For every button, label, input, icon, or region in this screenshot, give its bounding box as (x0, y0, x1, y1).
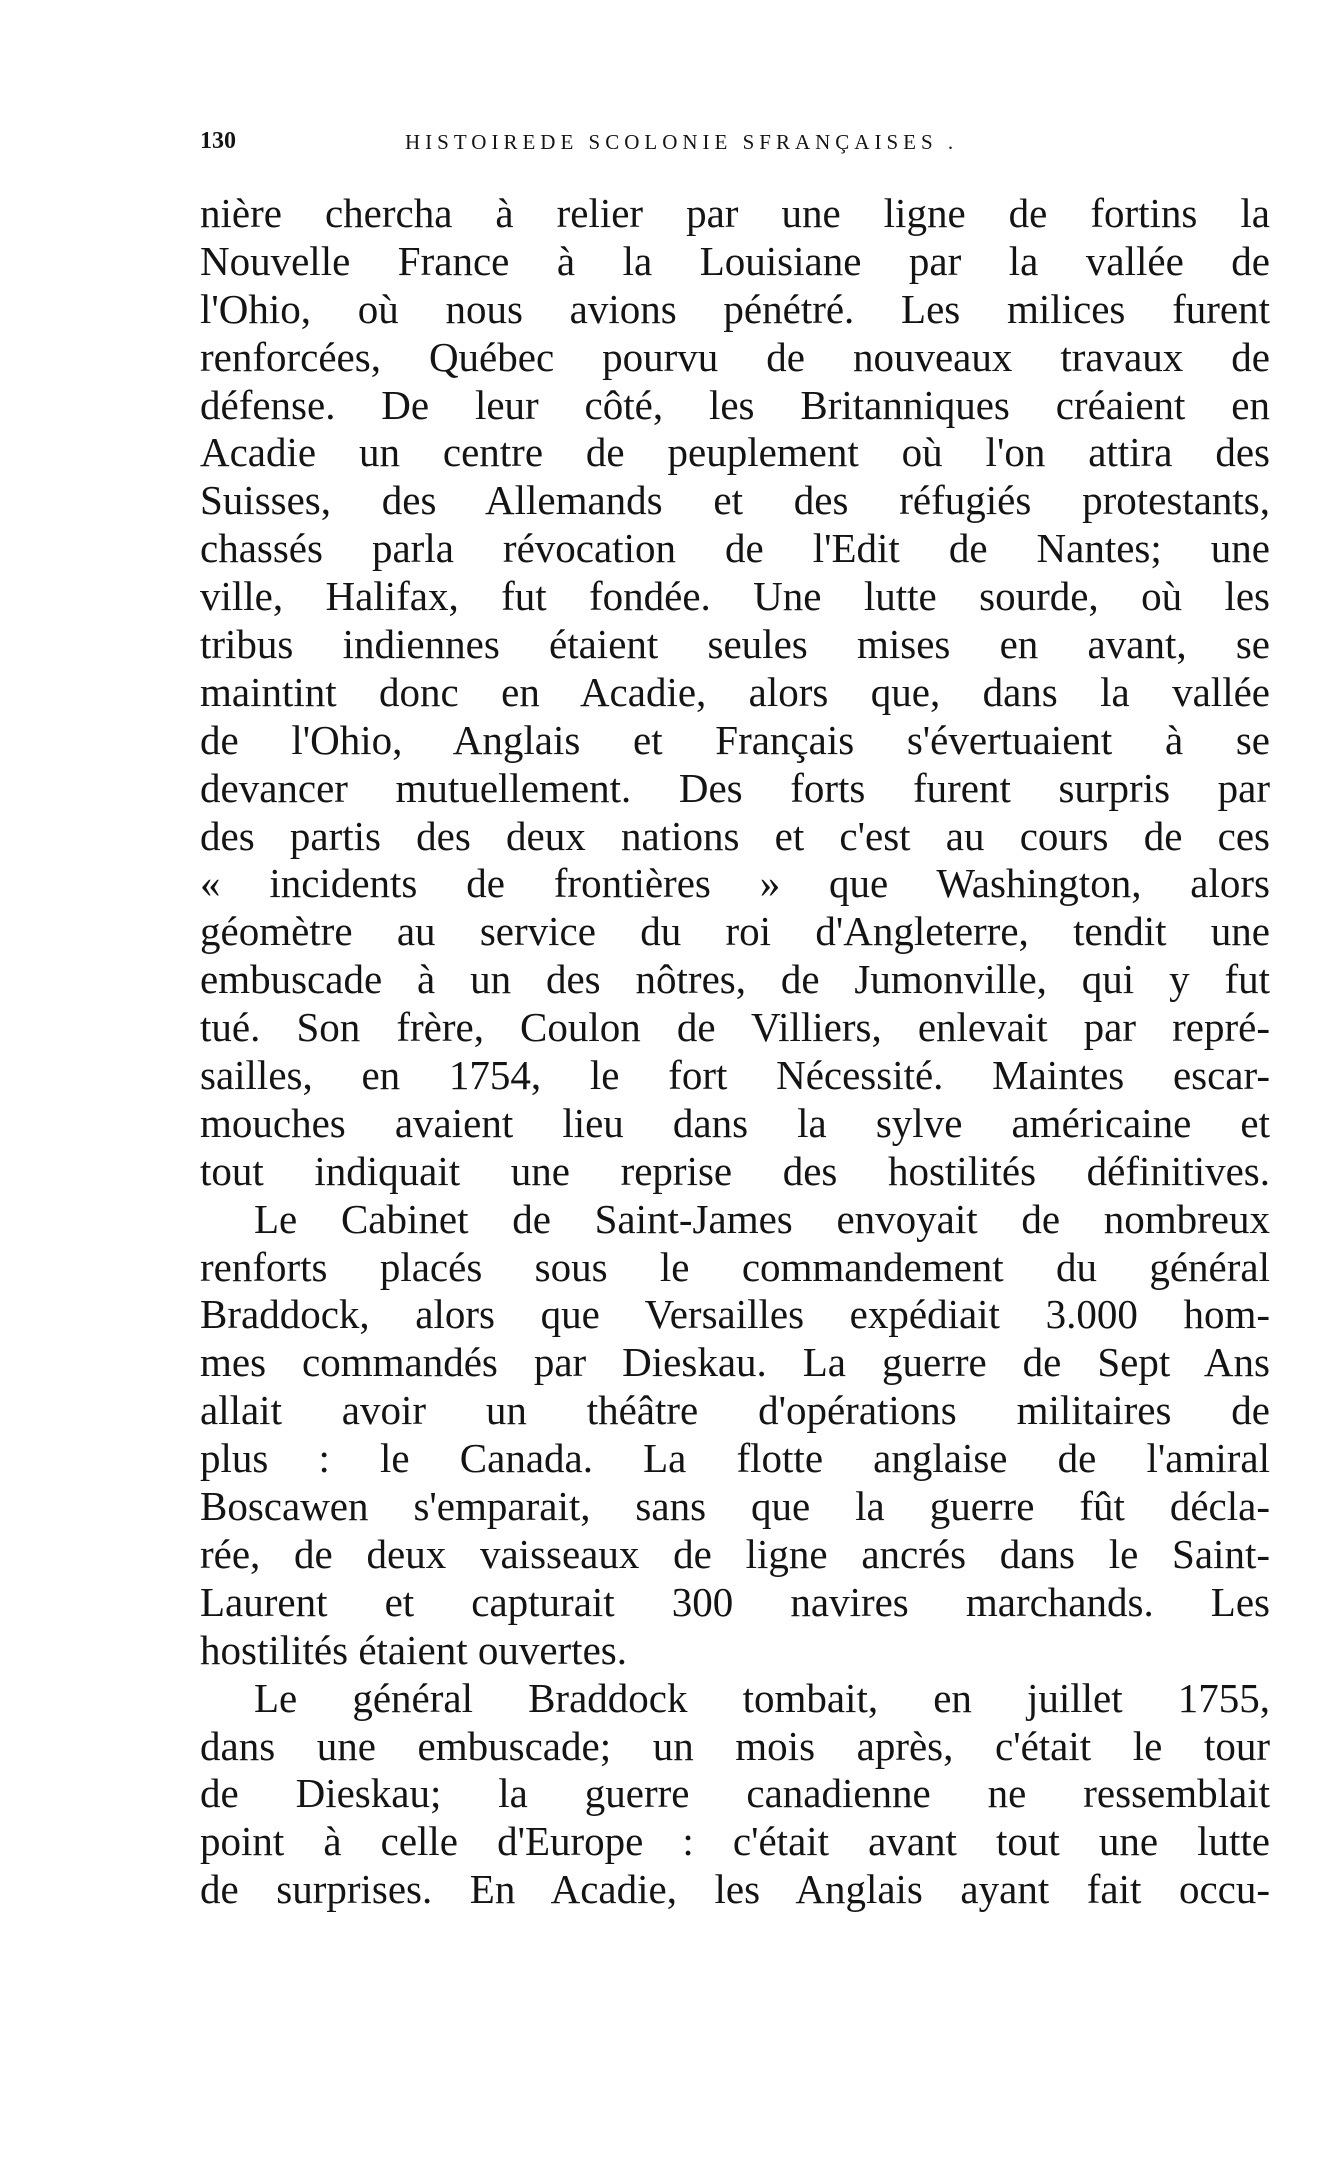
body-text (200, 190, 1270, 1914)
page-number: 130 (200, 128, 236, 154)
text-line: ville, Halifax, fut fondée. Une lutte sourde, où les (200, 573, 1270, 620)
paragraph-2 (200, 1196, 1270, 1675)
text-line: des partis des deux nations et c'est au cours de ces (200, 812, 1270, 859)
text-line: mes commandés par Dieskau. La guerre de Sept Ans (200, 1339, 1270, 1386)
text-line: nière chercha à relier par une ligne de fortins la (200, 190, 1270, 236)
text-line: de Dieskau; la guerre canadienne ne ressemblait (200, 1770, 1270, 1817)
text-line: renforts placés sous le commandement du général (200, 1243, 1270, 1290)
text-line: de surprises. En Acadie, les Anglais ayant fait occu- (200, 1866, 1270, 1913)
text-line: tué. Son frère, Coulon de Villiers, enlevait par repré- (200, 1004, 1270, 1051)
running-head (200, 128, 1270, 168)
text-line: Le général Braddock tombait, en juillet 1755, (254, 1674, 1270, 1721)
text-line: plus : le Canada. La flotte anglaise de l'amiral (200, 1435, 1270, 1482)
text-line: devancer mutuellement. Des forts furent surpris par (200, 764, 1270, 811)
text-line: « incidents de frontières » que Washington, alors (200, 860, 1270, 907)
text-line: allait avoir un théâtre d'opérations militaires de (200, 1387, 1270, 1434)
text-line: Braddock, alors que Versailles expédiait 3.000 hom- (200, 1291, 1270, 1338)
text-line: défense. De leur côté, les Britanniques créaient en (200, 381, 1270, 428)
text-line: géomètre au service du roi d'Angleterre, tendit une (200, 908, 1270, 955)
text-line: chassés parla révocation de l'Edit de Nantes; une (200, 525, 1270, 572)
running-title: HISTOIREDE SCOLONIE SFRANÇAISES . (405, 130, 959, 154)
text-line: l'Ohio, où nous avions pénétré. Les milices furent (200, 285, 1270, 332)
text-line: Suisses, des Allemands et des réfugiés protestants, (200, 477, 1270, 524)
text-line: hostilités étaient ouvertes. (200, 1626, 627, 1673)
paragraph-3 (200, 1675, 1270, 1914)
text-line: rée, de deux vaisseaux de ligne ancrés dans le Saint- (200, 1530, 1270, 1577)
text-line: mouches avaient lieu dans la sylve américaine et (200, 1099, 1270, 1146)
text-line: tribus indiennes étaient seules mises en avant, se (200, 621, 1270, 668)
text-line: Acadie un centre de peuplement où l'on attira des (200, 429, 1270, 476)
paragraph-1 (200, 190, 1270, 1196)
text-line: Nouvelle France à la Louisiane par la vallée de (200, 237, 1270, 284)
text-line: point à celle d'Europe : c'était avant tout une lutte (200, 1818, 1270, 1865)
text-line: sailles, en 1754, le fort Nécessité. Maintes escar- (200, 1052, 1270, 1099)
text-line: tout indiquait une reprise des hostilités définitives. (200, 1147, 1270, 1194)
text-line: dans une embuscade; un mois après, c'était le tour (200, 1722, 1270, 1769)
text-line: de l'Ohio, Anglais et Français s'évertuaient à se (200, 716, 1270, 763)
text-line: Le Cabinet de Saint-James envoyait de nombreux (254, 1195, 1270, 1242)
text-line: maintint donc en Acadie, alors que, dans la vallée (200, 668, 1270, 715)
text-line: embuscade à un des nôtres, de Jumonville, qui y fut (200, 956, 1270, 1003)
text-line: Laurent et capturait 300 navires marchands. Les (200, 1578, 1270, 1625)
text-line: Boscawen s'emparait, sans que la guerre fût décla- (200, 1483, 1270, 1530)
text-line: renforcées, Québec pourvu de nouveaux travaux de (200, 333, 1270, 380)
